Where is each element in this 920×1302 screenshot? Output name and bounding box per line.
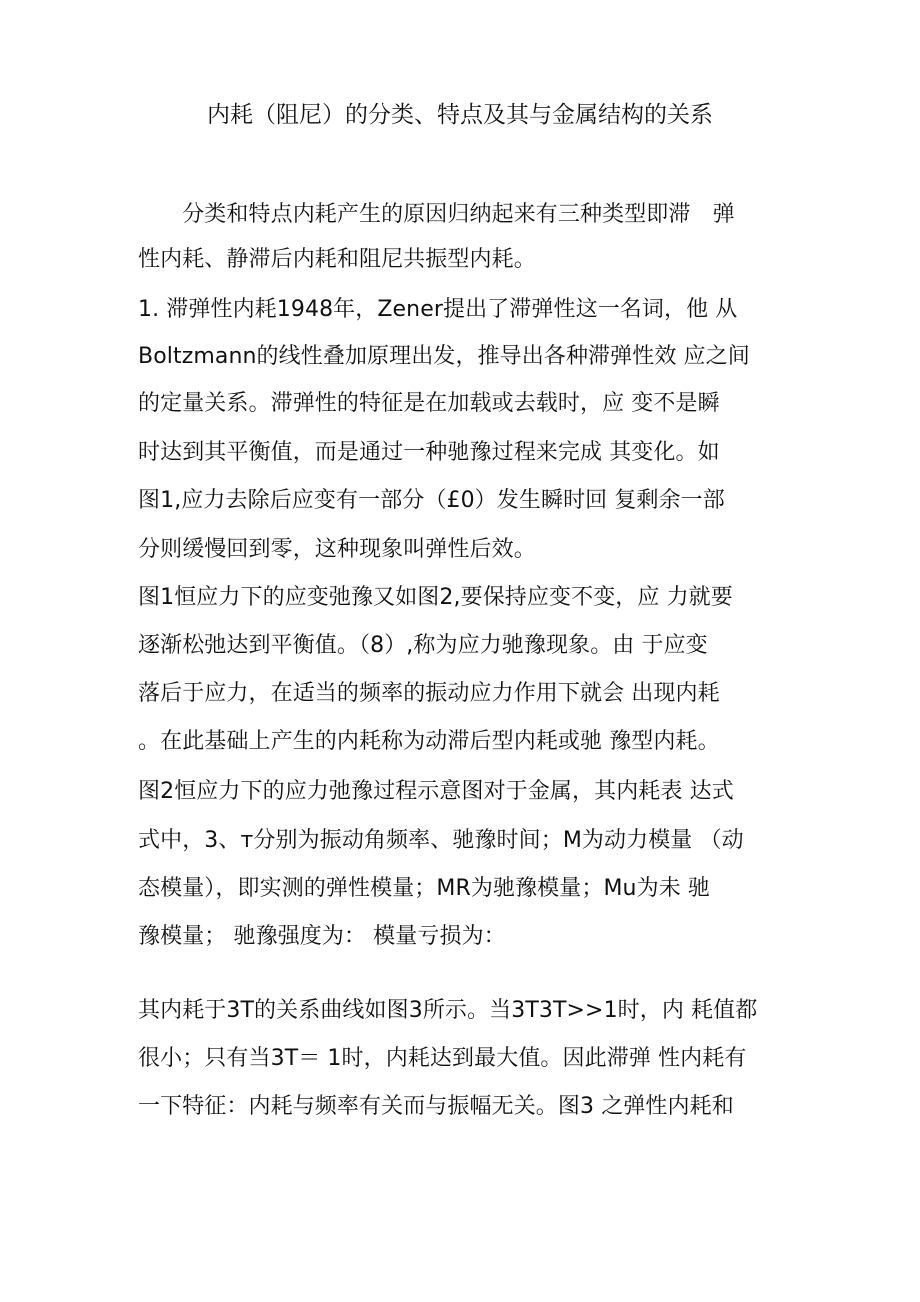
document-title: 内耗（阻尼）的分类、特点及其与金属结构的关系 — [207, 102, 713, 128]
paragraph-line: 1. 滞弹性内耗1948年，Zener提出了滞弹性这一名词，他 从 — [138, 297, 738, 322]
paragraph-line: 一下特征：内耗与频率有关而与振幅无关。图3 之弹性内耗和 — [138, 1094, 734, 1119]
paragraph-line: 落后于应力，在适当的频率的振动应力作用下就会 出现内耗 — [138, 681, 720, 706]
paragraph-line: 分类和特点内耗产生的原因归纳起来有三种类型即滞 弹 — [138, 202, 735, 227]
paragraph-line: 。在此基础上产生的内耗称为动滞后型内耗或驰 豫型内耗。 — [138, 729, 720, 754]
paragraph-line: 图1,应力去除后应变有一部分（£0）发生瞬时回 复剩余一部 — [138, 488, 725, 513]
paragraph-line: 其内耗于3T的关系曲线如图3所示。当3T3T>>1时，内 耗值都 — [138, 998, 758, 1023]
paragraph-line: 的定量关系。滞弹性的特征是在加载或去载时，应 变不是瞬 — [138, 391, 720, 416]
paragraph-line: 图2恒应力下的应力弛豫过程示意图对于金属，其内耗表 达式 — [138, 779, 734, 804]
paragraph-line: 分则缓慢回到零，这种现象叫弹性后效。 — [138, 537, 536, 562]
paragraph-line: 态模量），即实测的弹性模量；MR为驰豫模量；Mu为未 驰 — [138, 876, 710, 901]
paragraph-line: 时达到其平衡值，而是通过一种驰豫过程来完成 其变化。如 — [138, 440, 720, 465]
paragraph-line: Boltzmann的线性叠加原理出发，推导出各种滞弹性效 应之间 — [138, 344, 750, 369]
paragraph-line: 图1恒应力下的应变弛豫又如图2,要保持应变不变，应 力就要 — [138, 585, 733, 610]
paragraph-line: 性内耗、静滞后内耗和阻尼共振型内耗。 — [138, 247, 536, 272]
paragraph-line: 式中，3、т分别为振动角频率、驰豫时间；M为动力模量 （动 — [138, 828, 744, 853]
paragraph-line: 很小；只有当3T＝ 1时，内耗达到最大值。因此滞弹 性内耗有 — [138, 1046, 747, 1071]
paragraph-line: 逐渐松弛达到平衡值。（8）,称为应力驰豫现象。由 于应变 — [138, 633, 708, 658]
paragraph-line: 豫模量； 驰豫强度为： 模量亏损为： — [138, 924, 506, 949]
